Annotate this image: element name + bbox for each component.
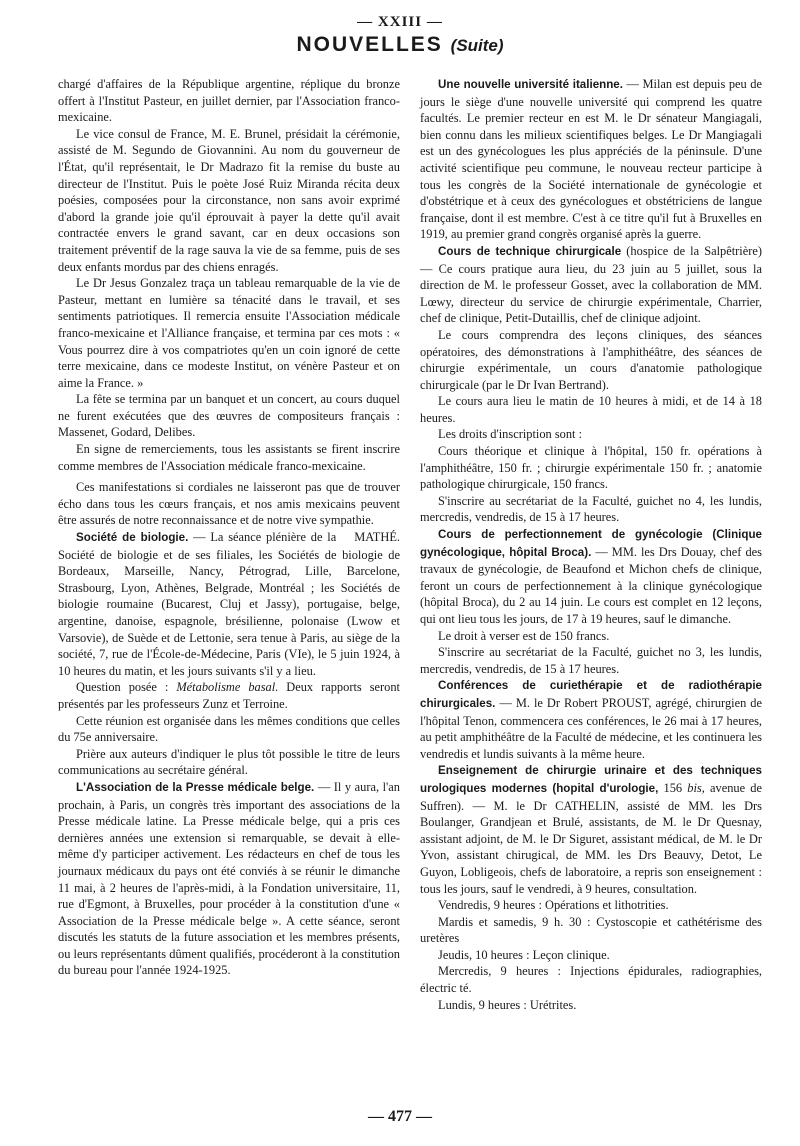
schedule-item: Mardis et samedis, 9 h. 30 : Cystoscopie et cathétérisme des uretères	[420, 914, 762, 946]
article-gynecologie	[420, 526, 762, 628]
article-text: — Milan est depuis peu de jours le siège d'une nouvelle université qui comprend les quatre facultés. Le premier recteur en est M. le Dr sénateur Mangiagali, bien connu dans les milieux scientifiques belges. Le Dr Mangiagali est un des gynécologues les plus appréciés de la péninsule. D'une activité scientifique peu commune, le nouveau recteur participe à tous les congrès de la Société internationale de gynécologie et d'obstétrique et à ceux des gynécologues et obstétriciens de langue française, dont il est membre. C'est à ce titre qu'il fut à Bruxelles en 1919, au premier grand congrès organisé après la guerre.	[420, 77, 762, 242]
paragraph: S'inscrire au secrétariat de la Faculté, guichet no 4, les lundis, mercredis, vendredis, de 15 à 17 heures.	[420, 493, 762, 525]
article-heading: L'Association de la Presse médicale belge.	[76, 780, 315, 794]
article-universite	[420, 76, 762, 243]
question-title: Métabolisme basal.	[176, 680, 279, 695]
right-column	[420, 76, 762, 1013]
paragraph	[58, 679, 400, 712]
paragraph: Cette réunion est organisée dans les mêmes conditions que celles du 75e anniversaire.	[58, 713, 400, 745]
page-roman-numeral: — XXIII —	[357, 14, 443, 30]
paragraph: Prière aux auteurs d'indiquer le plus tôt possible le titre de leurs communications au secrétaire général.	[58, 746, 400, 778]
page-number: — 477 —	[368, 1108, 432, 1125]
schedule-item: Mercredis, 9 heures : Injections épidurales, radiographies, électric té.	[420, 964, 762, 996]
article-biologie	[58, 529, 400, 679]
paragraph: chargé d'affaires de la République argentine, réplique du bronze offert à l'Institut Pasteur, en juillet dernier, par l'Association franco-mexicaine.	[58, 77, 400, 125]
question-text: Deux rapports seront présentés par les professeurs Zunz et Terroine.	[58, 680, 400, 711]
paragraph: Le cours aura lieu le matin de 10 heures à midi, et de 14 à 18 heures.	[420, 394, 762, 425]
paragraph: Le Dr Jesus Gonzalez traça un tableau remarquable de la vie de Pasteur, mettant en lumière sa ténacité dans le travail, et ses sentiments patriotiques. Il remercia ensuite l'Association médicale franco-mexicaine et l'Alliance française, et termina par ces mots : « Vous pourrez dire à vos compatriotes qu'en un coin ignoré de cette terre mexicaine, dans ce modeste Institut, on vénère Pasteur et on aime la France. »	[58, 276, 400, 390]
schedule-item: Lundis, 9 heures : Urétrites.	[438, 997, 577, 1012]
paragraph: Le cours comprendra des leçons cliniques, des séances opératoires, des démonstrations à l'amphithéâtre, des séances de chirurgie expérimentale, un cours d'anatomie pathologique chirurgicale (par le Dr Ivan Bertrand).	[420, 327, 762, 392]
article-heading: Cours de technique chirurgicale	[438, 244, 622, 258]
page-header	[0, 14, 800, 57]
article-curietherapie	[420, 677, 762, 762]
paragraph: En signe de remerciements, tous les assistants se firent inscrire comme membres de l'Association médicale franco-mexicaine.	[58, 442, 400, 473]
article-heading: Société de biologie.	[76, 531, 189, 545]
signature: MATHÉ.	[354, 530, 400, 545]
article-presse	[58, 779, 400, 979]
article-text: — La séance plénière de la Société de biologie et de ses filiales, les Sociétés de biologie de Bordeaux, Marseille, Nancy, Pétrograd, Lille, Barcelone, Strasbourg, Lyon, Athènes, Belgrade, Montréal ; les Sociétés de biologie roumaine (Bucarest, Cluj et Jassy), portugaise, belge, argentine, danoise, espagnole, brésilienne, polonaise (Lwow et Varsovie), de Suède et de Lettonie, sera tenue à Paris, au siège de la société, 7, rue de l'École-de-Médecine, Paris (VIe), le 5 juin 1924, à 10 heures du matin, et les jours suivants s'il y a lieu.	[58, 530, 400, 678]
article-urologie	[420, 762, 762, 897]
paragraph: Le vice consul de France, M. E. Brunel, présidait la cérémonie, assisté de M. Segundo de Giovannini. Au nom du gouverneur de l'État, qu'il représentait, le Dr Madrazo fit la remise du buste au directeur de l'Institut. Puis le poète José Ruiz Miranda récita deux poésies, composées pour la circonstance, non sans avoir exprimé d'abord la grande joie qu'il éprouvait à payer la dette qu'il avait contractée envers le grand savant, car en deux occasions son traitement préventif de la rage sauva la vie de sa femme, puis de ses deux enfants mordus par des chiens enragés.	[58, 126, 400, 274]
article-heading: Cours de perfectionnement de gynécologie (Clinique gynécologique, hôpital Broca).	[420, 528, 762, 559]
article-text: — Il y aura, l'an prochain, à Paris, un congrès très important des associations de la Presse médicale latine. La Presse médicale belge, qui a pris ces dernières années une extension si remarquable, se devait à elle-même d'y participer activement. Les rédacteurs en chef de tous les journaux médicaux du pays ont été conviés à se réunir le dimanche 11 mai, à 2 heures de l'après-midi, à la Fondation universitaire, 11, rue d'Egmont, à Bruxelles, pour procéder à la constitution d'une « Association de la Presse médicale belge ». A cette séance, seront discutés les statuts de la future association et les membres présents, ou leurs représentants dûment qualifiés, procéderont à la constitution du bureau pour l'année 1924-1925.	[58, 779, 400, 978]
schedule-item: Vendredis, 9 heures : Opérations et lithotrities.	[438, 898, 669, 913]
article-heading: Une nouvelle université italienne.	[438, 78, 623, 91]
article-text: (hospice de la Salpêtrière) — Ce cours pratique aura lieu, du 23 juin au 5 juillet, sous la direction de M. le professeur Gosset, avec la collaboration de MM. Lœwy, directeur du service de chirurgie expérimentale, Charrier, chef de clinique, Petit-Dutaillis, chef de clinique adjoint.	[420, 243, 762, 326]
paragraph: La fête se termina par un banquet et un concert, au cours duquel ne furent exécutées que des œuvres de compositeurs français : Massenet, Godard, Delibes.	[58, 392, 400, 440]
section-title-suffix: (Suite)	[450, 36, 504, 55]
paragraph: Les droits d'inscription sont :	[438, 427, 583, 442]
paragraph-text: Ces manifestations si cordiales ne laisseront pas que de trouver écho dans tous les cœurs français, et nos amis mexicains peuvent être assurés de notre reconnaissance et de notre vive sympathie.	[58, 480, 400, 528]
article-heading: Conférences de curiethérapie et de radiothérapie chirurgicales.	[420, 679, 762, 710]
section-title-text: NOUVELLES	[296, 33, 443, 56]
paragraph: Cours théorique et clinique à l'hôpital, 150 fr. opérations à l'amphithéâtre, 150 fr. ; chirurgie expérimentale 150 fr. ; anatomie pathologique chirurgicale, 150 francs.	[420, 444, 762, 492]
paragraph: S'inscrire au secrétariat de la Faculté, guichet no 3, les lundis, mercredis, vendredis, de 15 à 17 heures.	[420, 645, 762, 676]
article-heading: Enseignement de chirurgie urinaire et des techniques urologiques modernes (hopital d'urologie,	[420, 764, 762, 795]
article-text: avenue de Suffren). — M. le Dr CATHELIN, assisté de MM. les Drs Boulanger, Grandjean et Brulé, assistants, de M. le Dr Quesnay, assistant adjoint, de M. le Dr Siguret, assistant médical, de M. le Dr Yvon, assistant chirugical, de MM. les Drs Beauvy, Detot, Le Guyon, Lobligeois, chefs de laboratoire, a repris son enseignement : tous les jours, sauf le vendredi, à 9 heures, consultation.	[420, 780, 762, 896]
section-title	[0, 33, 800, 57]
schedule-item: Jeudis, 10 heures : Leçon clinique.	[438, 947, 610, 962]
article-chirurgie	[420, 243, 762, 327]
address-number: 156	[663, 780, 683, 795]
left-column	[58, 76, 400, 979]
question-label: Question posée :	[76, 680, 169, 695]
article-text: — MM. les Drs Douay, chef des travaux de gynécologie, de Beaufond et Michon chefs de clinique, feront un cours de perfectionnement à la clinique gynécologique (hôpital Broca), du 2 au 14 juin. Le cours est complet en 12 leçons, qui ont lieu tous les jours, de 17 à 19 heures, sauf le dimanche.	[420, 544, 762, 626]
address-bis: bis,	[687, 780, 705, 795]
paragraph: Le droit à verser est de 150 francs.	[438, 628, 610, 643]
article-text: — M. le Dr Robert PROUST, agrégé, chirurgien de l'hôpital Tenon, commencera ces conférences, le 26 mai à 17 heures, au petit amphithéâtre de la Faculté de médecine, et les continuera les vendredis et lundis suivants à la même heure.	[420, 695, 763, 761]
